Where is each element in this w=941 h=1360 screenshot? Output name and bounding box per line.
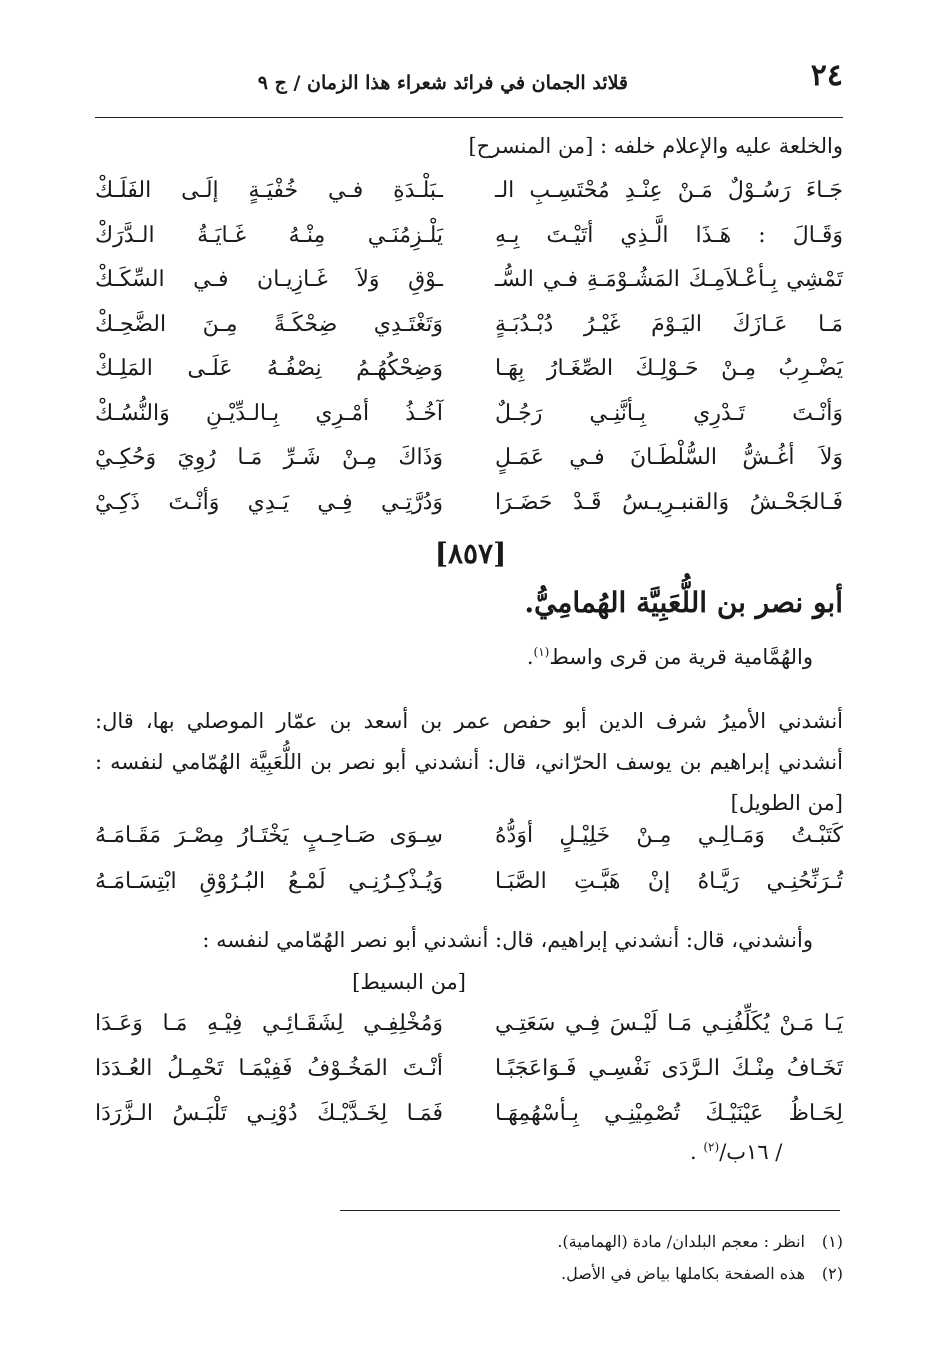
first-hemistich: تُـرَنِّحُنِـي رَيَّـاهُ إنْ هَبَّـتِ الصَّبَـا	[495, 869, 843, 894]
second-hemistich: فَمَـا لِخَـدَّيْـكَ دُوْنِـي تَلْبَـسُ الـزَّرَدَا	[95, 1101, 443, 1126]
page-number: ٢٤	[810, 58, 843, 93]
second-hemistich: أنْـتَ المَخُـوْفُ فَفِيْمَـا تَحْمِـلُ العُـدَدَا	[95, 1056, 443, 1081]
poet-name: أبو نصر بن اللُّعَبِيَّة الهُمامِيُّ.	[524, 586, 843, 619]
second-hemistich: وَذَاكَ مِـنْ شَـرِّ مَـا رُوِيَ وَحُكِـيْ	[95, 445, 443, 470]
second-hemistich: ـبَلْـدَةِ فـي خُفْيَـةٍ إلَـى الفَلَـكْ	[95, 178, 443, 203]
header-rule	[95, 117, 843, 118]
meter-label: [من البسيط]	[352, 970, 466, 994]
second-hemistich: آخُـذُ أمْـرِي بِـالـدِّيْـنِ وَالنُّسُـكْ	[95, 400, 443, 426]
narration-line-2: وأنشدني، قال: أنشدني إبراهيم، قال: أنشدني أبو نصر الهُمّامي لنفسه :	[202, 928, 813, 952]
footnote-2	[561, 1264, 843, 1283]
first-hemistich: فَـالجَحْـشُ وَالقنبـرِيـسُ قَـدْ حَضَـرَا	[495, 489, 843, 515]
running-title: قلائد الجمان في فرائد شعراء هذا الزمان / ج ٩	[257, 72, 628, 94]
second-hemistich: وَيُـذْكِـرُنِـي لَمْـعُ البُـرُوْقِ ابْتِسَـامَـهُ	[95, 869, 443, 894]
footnote-number: (٢)	[821, 1264, 843, 1283]
footnote-number: (١)	[821, 1232, 843, 1251]
first-hemistich: تَمْشِي بِـأعْـلاَمِـكَ المَشُـوْمَـةِ فـي السُّـ	[495, 267, 843, 292]
page-header	[95, 58, 843, 102]
second-hemistich: وَتَغْتَـدِي ضِحْكَـةً مِـنَ الضَّحِـكْ	[95, 311, 443, 337]
first-hemistich: وَقَـالَ : هَـذَا الَّـذِي أتَيْـتَ بِـهِ	[495, 222, 843, 248]
second-hemistich: وَدُرَّتِـي فِـي يَـدِي وَأنْـتَ ذَكِـيْ	[95, 489, 443, 515]
footnote-rule	[340, 1210, 840, 1211]
entry-number: [٨٥٧]	[434, 537, 507, 570]
first-hemistich: يَـا مَـنْ يُكَلِّفُنِـي مَـا لَيْـسَ فِـي سَعَتِـي	[495, 1011, 843, 1036]
second-hemistich: وَمُخْلِفِـي لِشَقَـائِـي فِيْـهِ مَـا وَعَـدَا	[95, 1011, 443, 1036]
poet-note: والهُمَّامية قرية من قرى واسط$^{(١)}$.	[526, 645, 813, 669]
footnote-1	[557, 1232, 843, 1251]
folio-mark: / ١٦ب/$^{(٢)}$ .	[690, 1140, 783, 1164]
narration-paragraph: أنشدني الأميرُ شرف الدين أبو حفص عمر بن أسعد بن عمّار الموصلي بها، قال: أنشدني إبراهيم بن يوسف الحرّاني، قال: أنشدني أبو نصر بن اللُّعَبِيَّة الهُمّامي لنفسه : [من الطويل]	[95, 709, 843, 815]
second-hemistich: سِـوَى صَـاحِـبٍ يَخْتَـارُ مِصْـرَ مَقَـامَـهُ	[95, 823, 443, 848]
first-hemistich: كَتَبْـتُ وَمَـالِـي مِـنْ خَلِيْـلٍ أوَدُّهُ	[495, 823, 843, 848]
footnote-ref-2: (٢)	[703, 1140, 720, 1154]
first-hemistich: وَأنْـتَ تَـدْرِي بِـأنَّنِـي رَجُـلٌ	[495, 400, 843, 426]
folio-label: / ١٦ب/	[719, 1140, 783, 1164]
intro-line: والخلعة عليه والإعلام خلفه : [من المنسرح]	[468, 134, 843, 158]
first-hemistich: لِحَـاظُ عَيْنَيْـكَ تُصْمِيْنِـي بِـأسْهُمِهَـا	[495, 1101, 843, 1126]
first-hemistich: مَـا عَـازَكَ اليَـوْمَ غَيْـرُ دُبْـدُبَـةٍ	[495, 311, 843, 337]
footnote-text: هذه الصفحة بكاملها بياض في الأصل.	[561, 1264, 805, 1283]
first-hemistich: وَلاَ أغُـشُّ السُّلْطَـانَ فـي عَمَـلٍ	[495, 445, 843, 470]
footnote-ref-1: (١)	[533, 645, 550, 659]
second-hemistich: وَضِحْكُهُـمُ نِصْفُـهُ عَلَـى المَلِـكْ	[95, 356, 443, 381]
footnote-text: انظر : معجم البلدان/ مادة (الهمامية).	[557, 1232, 805, 1251]
second-hemistich: يَلْـزِمُنَـي مِنْـهُ غَـايَـةُ الـدَّرَكْ	[95, 222, 443, 248]
second-hemistich: ـوْقِ وَلاَ غَـازِيـان فـي السِّكَـكْ	[95, 267, 443, 292]
first-hemistich: جَـاءَ رَسُـوْلٌ مَـنْ عِنْـدِ مُحْتَسِـبِ الـ	[495, 178, 843, 203]
first-hemistich: يَضْـرِبُ مِـنْ حَـوْلِـكَ الصِّغَـارُ بِهَـا	[495, 356, 843, 381]
poet-note-text: والهُمَّامية قرية من قرى واسط	[549, 645, 813, 669]
first-hemistich: تَخَـافُ مِنْـكَ الـرَّدَى نَفْسِـي فَـوَاعَجَبًـا	[495, 1056, 843, 1081]
